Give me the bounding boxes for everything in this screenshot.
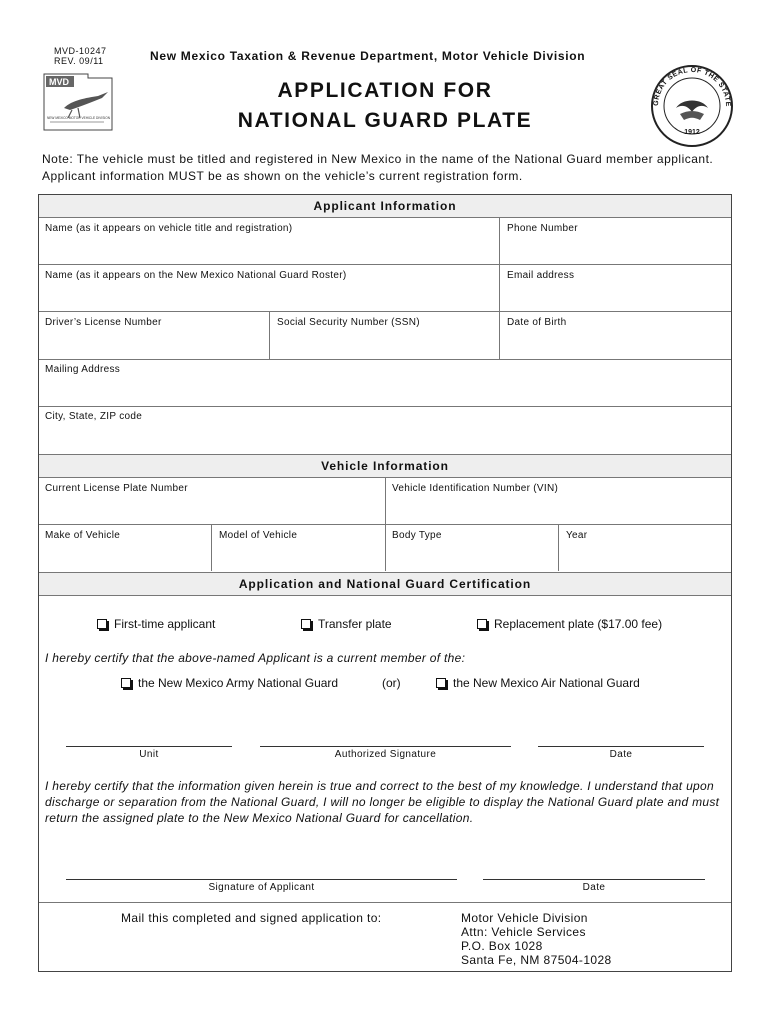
mail-instruction: Mail this completed and signed application to: <box>121 911 382 925</box>
option-transfer-label: Transfer plate <box>318 617 392 631</box>
state-seal <box>650 64 734 148</box>
checkbox-replacement[interactable] <box>477 619 487 629</box>
model-label: Model of Vehicle <box>219 530 298 541</box>
ssn-label: Social Security Number (SSN) <box>277 317 420 328</box>
body-type-label: Body Type <box>392 530 442 541</box>
mailing-line-4: Santa Fe, NM 87504-1028 <box>461 953 612 967</box>
applicant-signature-label: Signature of Applicant <box>208 882 315 893</box>
checkbox-air[interactable] <box>436 678 446 688</box>
authorized-signature-line[interactable] <box>260 746 511 747</box>
email-label: Email address <box>507 270 575 281</box>
or-label: (or) <box>382 676 401 690</box>
title-line-2: NATIONAL GUARD PLATE <box>237 109 533 132</box>
date-line[interactable] <box>538 746 704 747</box>
logo-text: MVD <box>49 77 69 87</box>
mailing-line-2: Attn: Vehicle Services <box>461 925 586 939</box>
make-label: Make of Vehicle <box>45 530 121 541</box>
title-line-1: APPLICATION FOR <box>277 79 493 102</box>
applicant-signature-line[interactable] <box>66 879 457 880</box>
seal-text: GREAT SEAL OF THE STATE <box>652 66 732 108</box>
applicant-section-heading: Applicant Information <box>39 195 731 218</box>
vehicle-section-heading: Vehicle Information <box>39 455 731 478</box>
phone-label: Phone Number <box>507 223 578 234</box>
form-number-block <box>54 46 107 66</box>
seal-year: 1912 <box>684 129 700 136</box>
form-number: MVD-10247 <box>54 46 107 56</box>
divider <box>39 264 731 265</box>
mailing-line-1: Motor Vehicle Division <box>461 911 588 925</box>
certify-member-text: I hereby certify that the above-named Applicant is a current member of the: <box>45 651 466 665</box>
divider <box>558 524 559 571</box>
page-title <box>190 76 580 136</box>
checkbox-first-time[interactable] <box>97 619 107 629</box>
logo-subtext: NEW MEXICO MOTOR VEHICLE DIVISION <box>47 116 110 120</box>
plate-number-label: Current License Plate Number <box>45 483 188 494</box>
name-title-label: Name (as it appears on vehicle title and registration) <box>45 223 293 234</box>
option-army[interactable] <box>121 676 338 690</box>
year-label: Year <box>566 530 588 541</box>
license-label: Driver’s License Number <box>45 317 162 328</box>
divider <box>39 524 731 525</box>
divider <box>39 902 731 903</box>
dob-label: Date of Birth <box>507 317 567 328</box>
or-text <box>382 676 401 690</box>
application-form <box>38 194 732 972</box>
mvd-logo <box>42 72 126 134</box>
note-text: Note: The vehicle must be titled and registered in New Mexico in the name of the National Guard member applicant. Applicant information MUST be as shown on the vehicle’s current registration form. <box>42 152 714 183</box>
option-first-time-label: First-time applicant <box>114 617 216 631</box>
certify-true-text: I hereby certify that the information given herein is true and correct to the best of my knowledge. I understand that upon discharge or separation from the National Guard, I will no longer be eligible to display the National Guard plate and must return the assigned plate to the New Mexico National Guard for cancellation. <box>45 779 720 825</box>
option-army-label: the New Mexico Army National Guard <box>138 676 339 690</box>
mailing-address-label: Mailing Address <box>45 364 121 375</box>
checkbox-army[interactable] <box>121 678 131 688</box>
city-state-zip-label: City, State, ZIP code <box>45 411 143 422</box>
authorized-signature-label: Authorized Signature <box>334 749 437 760</box>
option-air[interactable] <box>436 676 640 690</box>
option-first-time[interactable] <box>97 617 215 631</box>
unit-label: Unit <box>139 749 159 760</box>
applicant-date-line[interactable] <box>483 879 705 880</box>
divider <box>269 311 270 359</box>
option-transfer[interactable] <box>301 617 392 631</box>
option-replacement-label: Replacement plate ($17.00 fee) <box>494 617 663 631</box>
vin-label: Vehicle Identification Number (VIN) <box>392 483 559 494</box>
name-roster-label: Name (as it appears on the New Mexico National Guard Roster) <box>45 270 347 281</box>
divider <box>39 359 731 360</box>
mailing-address-block <box>461 911 612 967</box>
divider <box>211 524 212 571</box>
form-revision: REV. 09/11 <box>54 56 104 66</box>
divider <box>39 406 731 407</box>
option-air-label: the New Mexico Air National Guard <box>453 676 640 690</box>
date-label: Date <box>609 749 633 760</box>
certification-section-heading: Application and National Guard Certification <box>39 573 731 596</box>
divider <box>39 311 731 312</box>
unit-line[interactable] <box>66 746 232 747</box>
checkbox-transfer[interactable] <box>301 619 311 629</box>
option-replacement[interactable] <box>477 617 662 631</box>
divider <box>499 311 500 359</box>
department-name: New Mexico Taxation & Revenue Department, Motor Vehicle Division <box>150 49 586 63</box>
mailing-line-3: P.O. Box 1028 <box>461 939 543 953</box>
applicant-date-label: Date <box>582 882 606 893</box>
